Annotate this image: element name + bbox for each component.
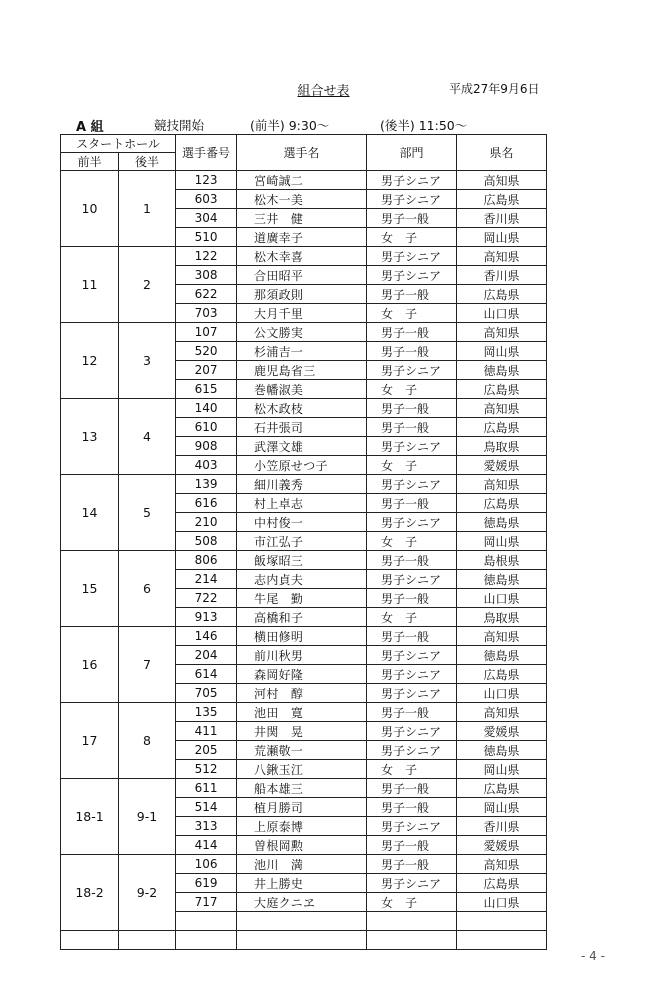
player-division: 男子一般 — [367, 589, 457, 608]
player-number: 603 — [176, 190, 237, 209]
player-prefecture: 岡山県 — [457, 342, 547, 361]
player-number: 139 — [176, 475, 237, 494]
player-division: 男子シニア — [367, 513, 457, 532]
player-division: 男子シニア — [367, 171, 457, 190]
player-division: 男子一般 — [367, 836, 457, 855]
player-prefecture: 山口県 — [457, 893, 547, 912]
player-prefecture: 高知県 — [457, 703, 547, 722]
player-prefecture — [457, 912, 547, 931]
table-row — [61, 399, 547, 418]
back-hole: 9-1 — [119, 779, 176, 855]
player-prefecture: 岡山県 — [457, 228, 547, 247]
header-prefecture: 県名 — [457, 135, 547, 171]
player-prefecture: 高知県 — [457, 855, 547, 874]
player-name: 小笠原せつ子 — [237, 456, 367, 475]
blank-cell — [237, 931, 367, 950]
front-hole: 16 — [61, 627, 119, 703]
player-prefecture: 香川県 — [457, 209, 547, 228]
player-division: 男子シニア — [367, 475, 457, 494]
table-row — [61, 323, 547, 342]
start-label: 競技開始 — [154, 118, 205, 133]
player-division: 男子シニア — [367, 361, 457, 380]
player-prefecture: 高知県 — [457, 627, 547, 646]
player-name: 高橋和子 — [237, 608, 367, 627]
back-hole: 2 — [119, 247, 176, 323]
player-division: 女 子 — [367, 760, 457, 779]
player-name: 道廣幸子 — [237, 228, 367, 247]
player-prefecture: 広島県 — [457, 779, 547, 798]
player-number: 123 — [176, 171, 237, 190]
player-number: 520 — [176, 342, 237, 361]
player-prefecture: 高知県 — [457, 475, 547, 494]
player-division: 男子一般 — [367, 703, 457, 722]
player-prefecture: 岡山県 — [457, 798, 547, 817]
player-name: 森岡好隆 — [237, 665, 367, 684]
player-name: 村上卓志 — [237, 494, 367, 513]
back-hole: 3 — [119, 323, 176, 399]
second-half-time: (後半) 11:50～ — [380, 118, 468, 133]
player-name: 横田修明 — [237, 627, 367, 646]
back-hole: 1 — [119, 171, 176, 247]
player-name: 前川秋男 — [237, 646, 367, 665]
player-prefecture: 愛媛県 — [457, 836, 547, 855]
player-name: 大月千里 — [237, 304, 367, 323]
player-number: 514 — [176, 798, 237, 817]
player-division: 女 子 — [367, 456, 457, 475]
front-hole: 18-1 — [61, 779, 119, 855]
player-prefecture: 山口県 — [457, 304, 547, 323]
player-division: 男子シニア — [367, 741, 457, 760]
player-number — [176, 912, 237, 931]
player-number: 614 — [176, 665, 237, 684]
player-prefecture: 高知県 — [457, 399, 547, 418]
blank-cell — [61, 931, 119, 950]
player-name: 河村 醇 — [237, 684, 367, 703]
player-prefecture: 広島県 — [457, 285, 547, 304]
player-prefecture: 広島県 — [457, 494, 547, 513]
player-prefecture: 徳島県 — [457, 646, 547, 665]
player-number: 204 — [176, 646, 237, 665]
player-number: 717 — [176, 893, 237, 912]
header-division: 部門 — [367, 135, 457, 171]
player-name: 松木幸喜 — [237, 247, 367, 266]
player-division: 女 子 — [367, 608, 457, 627]
player-name: 荒瀬敬一 — [237, 741, 367, 760]
player-number: 411 — [176, 722, 237, 741]
player-number: 510 — [176, 228, 237, 247]
front-hole: 11 — [61, 247, 119, 323]
front-hole: 18-2 — [61, 855, 119, 931]
player-number: 622 — [176, 285, 237, 304]
player-number: 913 — [176, 608, 237, 627]
player-prefecture: 徳島県 — [457, 361, 547, 380]
player-prefecture: 高知県 — [457, 247, 547, 266]
player-division: 男子一般 — [367, 342, 457, 361]
front-hole: 14 — [61, 475, 119, 551]
player-number: 703 — [176, 304, 237, 323]
date-label: 平成27年9月6日 — [449, 82, 540, 96]
player-division: 女 子 — [367, 893, 457, 912]
player-name: 宮崎誠二 — [237, 171, 367, 190]
player-number: 210 — [176, 513, 237, 532]
player-division: 男子一般 — [367, 418, 457, 437]
player-number: 414 — [176, 836, 237, 855]
player-prefecture: 鳥取県 — [457, 608, 547, 627]
player-prefecture: 岡山県 — [457, 532, 547, 551]
player-name: 公文勝実 — [237, 323, 367, 342]
blank-cell — [457, 931, 547, 950]
player-prefecture: 広島県 — [457, 380, 547, 399]
player-number: 705 — [176, 684, 237, 703]
header-front: 前半 — [61, 153, 119, 171]
player-name: 武澤文雄 — [237, 437, 367, 456]
header-player-no: 選手番号 — [176, 135, 237, 171]
player-division: 男子一般 — [367, 855, 457, 874]
player-number: 908 — [176, 437, 237, 456]
player-prefecture: 島根県 — [457, 551, 547, 570]
player-name: 巻幡淑美 — [237, 380, 367, 399]
player-name: 井関 晃 — [237, 722, 367, 741]
player-name: 大庭クニヱ — [237, 893, 367, 912]
table-row — [61, 475, 547, 494]
front-hole: 12 — [61, 323, 119, 399]
player-number: 508 — [176, 532, 237, 551]
player-prefecture: 広島県 — [457, 190, 547, 209]
first-half-time: (前半) 9:30～ — [250, 118, 330, 133]
player-number: 722 — [176, 589, 237, 608]
player-name: 井上勝史 — [237, 874, 367, 893]
player-prefecture: 高知県 — [457, 323, 547, 342]
player-division: 男子一般 — [367, 323, 457, 342]
back-hole: 5 — [119, 475, 176, 551]
player-division: 男子シニア — [367, 817, 457, 836]
pairing-table — [60, 134, 547, 950]
player-prefecture: 岡山県 — [457, 760, 547, 779]
header-back: 後半 — [119, 153, 176, 171]
player-number: 140 — [176, 399, 237, 418]
player-prefecture: 鳥取県 — [457, 437, 547, 456]
player-division: 女 子 — [367, 532, 457, 551]
blank-cell — [119, 931, 176, 950]
player-number: 403 — [176, 456, 237, 475]
player-name: 松木一美 — [237, 190, 367, 209]
player-number: 806 — [176, 551, 237, 570]
player-division: 男子シニア — [367, 190, 457, 209]
player-number: 308 — [176, 266, 237, 285]
player-name — [237, 912, 367, 931]
back-hole: 9-2 — [119, 855, 176, 931]
player-number: 616 — [176, 494, 237, 513]
player-division: 男子シニア — [367, 437, 457, 456]
player-division: 女 子 — [367, 380, 457, 399]
player-number: 207 — [176, 361, 237, 380]
player-name: 池田 寛 — [237, 703, 367, 722]
player-division: 男子シニア — [367, 684, 457, 703]
player-name: 上原泰博 — [237, 817, 367, 836]
player-name: 八鍬玉江 — [237, 760, 367, 779]
table-row — [61, 551, 547, 570]
player-name: 飯塚昭三 — [237, 551, 367, 570]
player-name: 那須政則 — [237, 285, 367, 304]
player-division: 男子シニア — [367, 570, 457, 589]
table-row — [61, 703, 547, 722]
player-number: 106 — [176, 855, 237, 874]
player-name: 志内貞夫 — [237, 570, 367, 589]
player-prefecture: 山口県 — [457, 589, 547, 608]
player-name: 市江弘子 — [237, 532, 367, 551]
table-row — [61, 171, 547, 190]
player-division: 男子一般 — [367, 627, 457, 646]
player-prefecture: 山口県 — [457, 684, 547, 703]
player-prefecture: 広島県 — [457, 665, 547, 684]
player-division: 女 子 — [367, 228, 457, 247]
player-prefecture: 徳島県 — [457, 513, 547, 532]
player-name: 植月勝司 — [237, 798, 367, 817]
player-number: 107 — [176, 323, 237, 342]
player-division: 男子シニア — [367, 874, 457, 893]
player-prefecture: 徳島県 — [457, 741, 547, 760]
player-name: 三井 健 — [237, 209, 367, 228]
player-name: 牛尾 勤 — [237, 589, 367, 608]
player-name: 松木政枝 — [237, 399, 367, 418]
player-division: 男子シニア — [367, 665, 457, 684]
player-division: 男子一般 — [367, 209, 457, 228]
player-prefecture: 広島県 — [457, 874, 547, 893]
player-name: 池川 満 — [237, 855, 367, 874]
table-row — [61, 855, 547, 874]
group-label: A 組 — [76, 120, 104, 135]
back-hole: 4 — [119, 399, 176, 475]
table-body — [61, 171, 547, 950]
player-number: 146 — [176, 627, 237, 646]
player-prefecture: 高知県 — [457, 171, 547, 190]
table-row — [61, 779, 547, 798]
player-prefecture: 香川県 — [457, 817, 547, 836]
player-division: 男子一般 — [367, 779, 457, 798]
page-title: 組合せ表 — [297, 84, 350, 99]
player-number: 313 — [176, 817, 237, 836]
table-row — [61, 627, 547, 646]
player-name: 曽根岡勲 — [237, 836, 367, 855]
player-name: 船本雄三 — [237, 779, 367, 798]
player-division: 男子シニア — [367, 247, 457, 266]
player-division: 男子一般 — [367, 399, 457, 418]
player-division — [367, 912, 457, 931]
player-number: 304 — [176, 209, 237, 228]
player-division: 男子一般 — [367, 798, 457, 817]
header-player-name: 選手名 — [237, 135, 367, 171]
page-number: - 4 - — [581, 949, 605, 963]
player-number: 512 — [176, 760, 237, 779]
player-number: 619 — [176, 874, 237, 893]
back-hole: 6 — [119, 551, 176, 627]
player-name: 細川義秀 — [237, 475, 367, 494]
player-name: 鹿児島省三 — [237, 361, 367, 380]
player-name: 杉浦吉一 — [237, 342, 367, 361]
player-division: 女 子 — [367, 304, 457, 323]
header-start-hole: スタートホール — [61, 135, 176, 153]
player-prefecture: 徳島県 — [457, 570, 547, 589]
player-number: 611 — [176, 779, 237, 798]
player-division: 男子一般 — [367, 285, 457, 304]
player-division: 男子シニア — [367, 266, 457, 285]
table-row — [61, 247, 547, 266]
player-division: 男子一般 — [367, 551, 457, 570]
player-name: 合田昭平 — [237, 266, 367, 285]
player-prefecture: 愛媛県 — [457, 722, 547, 741]
back-hole: 7 — [119, 627, 176, 703]
player-prefecture: 香川県 — [457, 266, 547, 285]
blank-cell — [367, 931, 457, 950]
player-number: 205 — [176, 741, 237, 760]
blank-row — [61, 931, 547, 950]
player-number: 610 — [176, 418, 237, 437]
player-number: 615 — [176, 380, 237, 399]
player-division: 男子シニア — [367, 646, 457, 665]
player-prefecture: 広島県 — [457, 418, 547, 437]
player-name: 中村俊一 — [237, 513, 367, 532]
player-name: 石井張司 — [237, 418, 367, 437]
back-hole: 8 — [119, 703, 176, 779]
front-hole: 10 — [61, 171, 119, 247]
player-number: 135 — [176, 703, 237, 722]
front-hole: 13 — [61, 399, 119, 475]
player-prefecture: 愛媛県 — [457, 456, 547, 475]
player-number: 214 — [176, 570, 237, 589]
player-number: 122 — [176, 247, 237, 266]
front-hole: 15 — [61, 551, 119, 627]
front-hole: 17 — [61, 703, 119, 779]
blank-cell — [176, 931, 237, 950]
player-division: 男子シニア — [367, 722, 457, 741]
player-division: 男子一般 — [367, 494, 457, 513]
